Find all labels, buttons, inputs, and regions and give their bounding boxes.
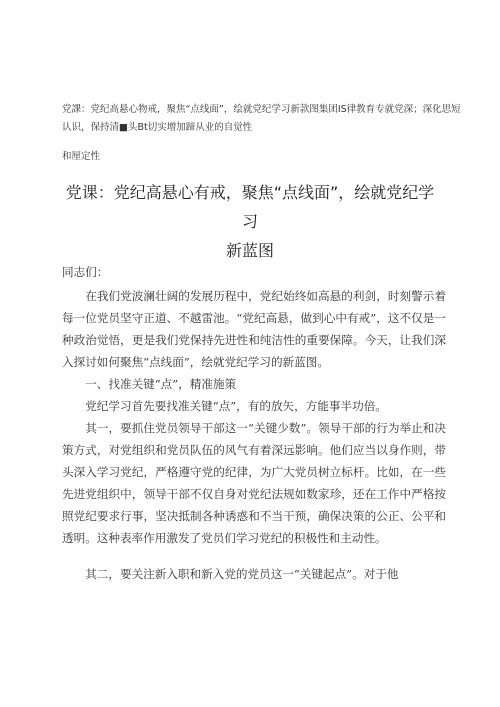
header-note-line: 党課：党纪高悬心物戒，聚焦“点线面”，绘就党纪学习新款图集团IS律教育专就党深；深化思短认识，保持清■头Bt切实增加蹄从业的自觉性 bbox=[62, 104, 461, 133]
document-title bbox=[58, 178, 442, 265]
title-line-2: 新蓝图 bbox=[225, 241, 274, 260]
paragraph-intro: 在我们党波澜壮阔的发展历程中，党纪始终如高悬的利剑，时刻警示着每一位党员坚守正道、不越雷池。“党纪高悬，做到心中有戒”，这不仅是一种政治觉悟，更是我们党保持先进性和纯洁性的重要保障。今天，让我们深入探讨如何聚焦“点线面”，绘就党纪学习的新蓝图。 bbox=[62, 289, 446, 369]
salutation: 同志们： bbox=[62, 265, 109, 279]
paragraph-3: 其一，要抓住党员领导干部这一“关键少数”。领导干部的行为举止和决策方式，对党组织和党员队伍的风气有着深远影响。他们应当以身作则，带头深入学习党纪，严格遵守党的纪律，为广大党员树立标杆。比如，在一些先进党组织中，领导干部不仅自身对党纪法规如数家珍，还在工作中严格按照党纪要求行事，坚决抵制各种诱惑和不当干预，确保决策的公正、公平和透明。这种表率作用激发了党员们学习党纪的积极性和主动性。 bbox=[62, 421, 446, 545]
section-heading-1: 一、找准关键“点”，精准施策 bbox=[85, 377, 237, 391]
document-body bbox=[62, 261, 446, 585]
title-line-1: 党课：党纪高悬心有戒，聚焦“点线面”，绘就党纪学习 bbox=[65, 183, 435, 231]
paragraph-4: 其二，要关注新入职和新入党的党员这一“关键起点”。对于他 bbox=[85, 567, 399, 581]
header-note-continuation: 和厘定性 bbox=[62, 151, 101, 162]
header-note bbox=[62, 101, 462, 137]
paragraph-2: 党纪学习首先要找准关键“点”，有的放矢，方能事半功倍。 bbox=[85, 399, 387, 413]
